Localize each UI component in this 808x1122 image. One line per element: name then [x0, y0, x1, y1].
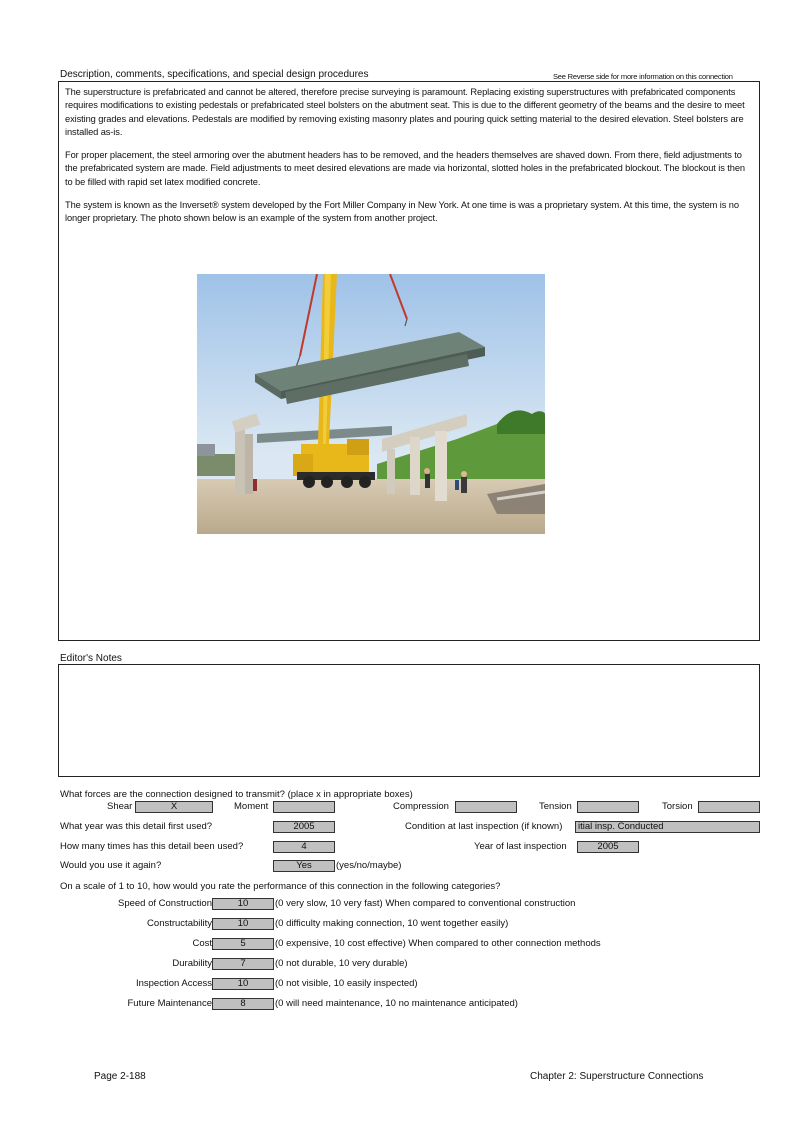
rating-label-future-maintenance: Future Maintenance — [127, 998, 212, 1009]
last-inspection-field[interactable]: 2005 — [577, 841, 639, 853]
tension-field[interactable] — [577, 801, 639, 813]
rating-note-inspection-access: (0 not visible, 10 easily inspected) — [275, 978, 418, 989]
rating-field-cost[interactable]: 5 — [212, 938, 274, 950]
torsion-field[interactable] — [698, 801, 760, 813]
rating-field-future-maintenance[interactable]: 8 — [212, 998, 274, 1010]
last-inspection-label: Year of last inspection — [474, 841, 567, 852]
rating-field-durability[interactable]: 7 — [212, 958, 274, 970]
rating-note-constructability: (0 difficulty making connection, 10 went together easily) — [275, 918, 509, 929]
page-number: Page 2-188 — [94, 1071, 146, 1082]
editors-notes-box — [58, 664, 760, 777]
times-used-label: How many times has this detail been used? — [60, 841, 244, 852]
chapter-title: Chapter 2: Superstructure Connections — [530, 1071, 704, 1082]
rating-field-constructability[interactable]: 10 — [212, 918, 274, 930]
description-paragraph: For proper placement, the steel armoring over the abutment headers has to be removed, and the headers themselves are shaved down. From there, field adjustments to the prefabricated system are made. Field adjustments to meet desired elevations are made via horizontal, slotted holes in the prefabricated blockout. The blockout is then to be filled with rapid set latex modified concrete. — [65, 150, 745, 187]
rating-label-speed: Speed of Construction — [117, 898, 212, 909]
compression-label: Compression — [393, 801, 449, 812]
torsion-label: Torsion — [662, 801, 693, 812]
forces-question: What forces are the connection designed to transmit? (place x in appropriate boxes) — [60, 789, 413, 800]
moment-field[interactable] — [273, 801, 335, 813]
project-photo — [197, 274, 545, 534]
rating-label-cost: Cost — [192, 938, 212, 949]
first-used-label: What year was this detail first used? — [60, 821, 213, 832]
description-paragraph: The system is known as the Inverset® system developed by the Fort Miller Company in New York. At one time is was a proprietary system. At this time, the system is no longer proprietary. The photo shown below is an example of the system from another project. — [65, 200, 739, 224]
use-again-field[interactable]: Yes — [273, 860, 335, 872]
rating-note-future-maintenance: (0 will need maintenance, 10 no maintenance anticipated) — [275, 998, 518, 1009]
tension-label: Tension — [539, 801, 572, 812]
rating-note-speed: (0 very slow, 10 very fast) When compared to conventional construction — [275, 898, 576, 909]
rating-field-inspection-access[interactable]: 10 — [212, 978, 274, 990]
rating-note-cost: (0 expensive, 10 cost effective) When compared to other connection methods — [275, 938, 601, 949]
see-reverse-note: See Reverse side for more information on this connection — [553, 72, 733, 81]
first-used-field[interactable]: 2005 — [273, 821, 335, 833]
times-used-field[interactable]: 4 — [273, 841, 335, 853]
use-again-note: (yes/no/maybe) — [336, 860, 402, 871]
rating-field-speed[interactable]: 10 — [212, 898, 274, 910]
rating-question: On a scale of 1 to 10, how would you rate the performance of this connection in the following categories? — [60, 881, 501, 892]
editors-notes-heading: Editor's Notes — [60, 653, 122, 664]
rating-label-durability: Durability — [172, 958, 212, 969]
description-heading: Description, comments, specifications, and special design procedures — [60, 69, 369, 80]
moment-label: Moment — [234, 801, 269, 812]
rating-label-constructability: Constructability — [147, 918, 212, 929]
condition-label: Condition at last inspection (if known) — [405, 821, 563, 832]
condition-field[interactable]: itial insp. Conducted — [575, 821, 760, 833]
description-paragraph: The superstructure is prefabricated and cannot be altered, therefore precise surveying is paramount. Replacing existing superstructures with prefabricated components requires modifications to existing pedestals or prefabricated steel bolsters on the abutment seat. This is due to the different geometry of the beams and the desire to meet existing grades and elevations. Pedestals are modified by removing existing masonry plates and pouring quick setting material to the desired elevation. Steel bolsters are installed as-is. — [65, 87, 745, 137]
shear-field[interactable]: X — [135, 801, 213, 813]
rating-label-inspection-access: Inspection Access — [135, 978, 212, 989]
shear-label: Shear — [107, 801, 133, 812]
rating-note-durability: (0 not durable, 10 very durable) — [275, 958, 408, 969]
use-again-label: Would you use it again? — [60, 860, 162, 871]
compression-field[interactable] — [455, 801, 517, 813]
